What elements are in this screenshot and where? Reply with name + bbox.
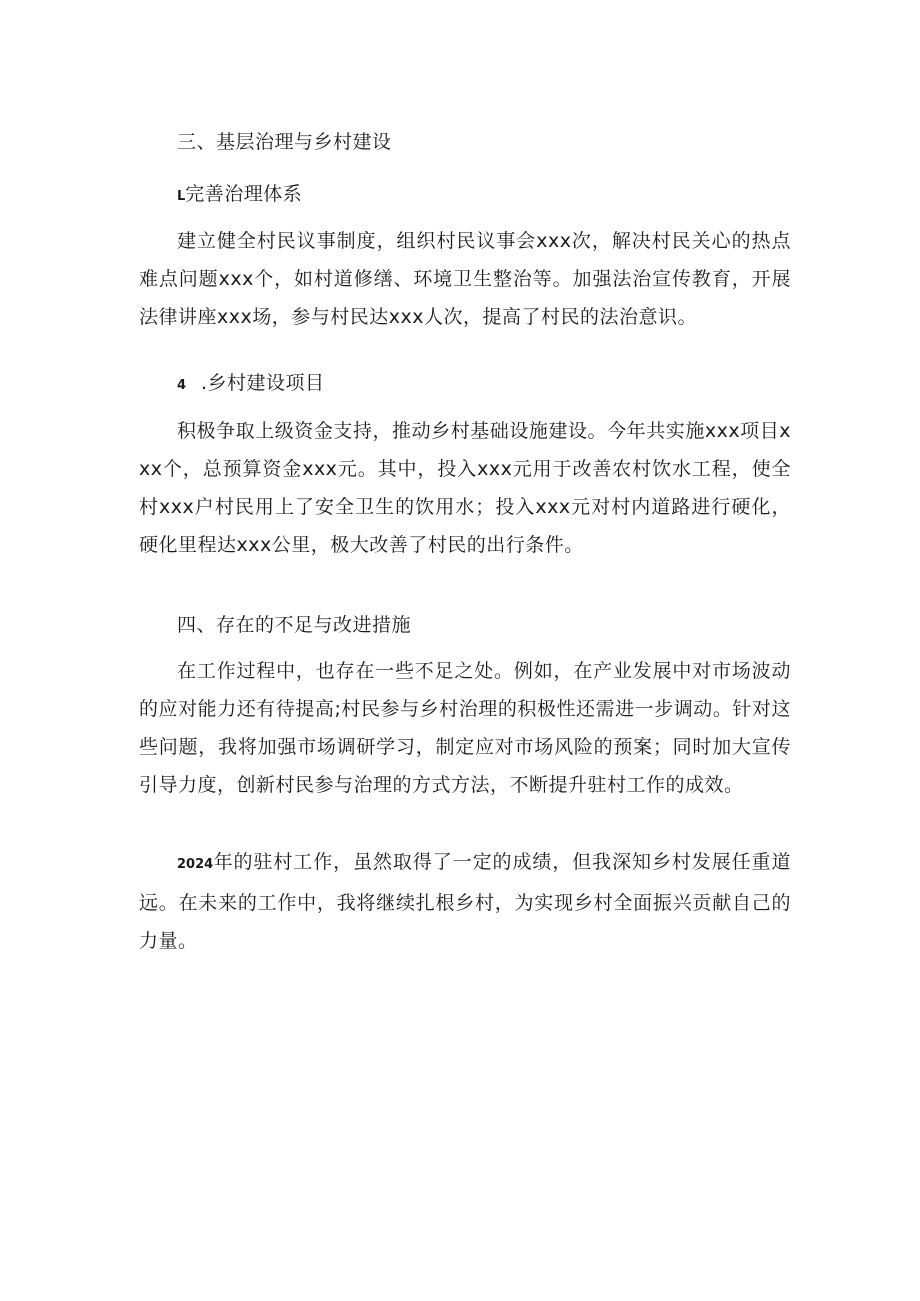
paragraph-governance: 建立健全村民议事制度，组织村民议事会xxx次，解决村民关心的热点难点问题xxx个，如村道修缮、环境卫生整治等。加强法治宣传教育，开展法律讲座xxx场，参与村民达xxx人次，提高了村民的法治意识。: [139, 230, 791, 328]
subsection-2-prefix: 4: [177, 378, 187, 393]
paragraph-conclusion: [139, 843, 791, 960]
paragraph-shortcomings: 在工作过程中，也存在一些不足之处。例如，在产业发展中对市场波动的应对能力还有待提高;村民参与乡村治理的积极性还需进一步调动。针对这些问题，我将加强市场调研学习，制定应对市场风险的预案；同时加大宣传引导力度，创新村民参与治理的方式方法，不断提升驻村工作的成效。: [139, 660, 791, 796]
subsection-2-title: .乡村建设项目: [201, 372, 325, 394]
conclusion-text: 年的驻村工作，虽然取得了一定的成绩，但我深知乡村发展任重道远。在未来的工作中，我将继续扎根乡村，为实现乡村全面振兴贡献自己的力量。: [139, 851, 791, 952]
subsection-1-heading: [177, 175, 302, 216]
section-4-heading: 四、存在的不足与改进措施: [177, 614, 412, 636]
subsection-2-heading: [177, 364, 325, 405]
subsection-1-prefix: L: [177, 189, 186, 204]
subsection-1-title: 完善治理体系: [185, 183, 303, 205]
paragraph-construction: 积极争取上级资金支持，推动乡村基础设施建设。今年共实施xxx项目xxx个，总预算资金xxx元。其中，投入xxx元用于改善农村饮水工程，使全村xxx户村民用上了安全卫生的饮用水；投入xxx元对村内道路进行硬化，硬化里程达xxx公里，极大改善了村民的出行条件。: [139, 420, 791, 556]
conclusion-year: 2024: [177, 857, 214, 872]
section-3-heading: 三、基层治理与乡村建设: [177, 131, 392, 153]
